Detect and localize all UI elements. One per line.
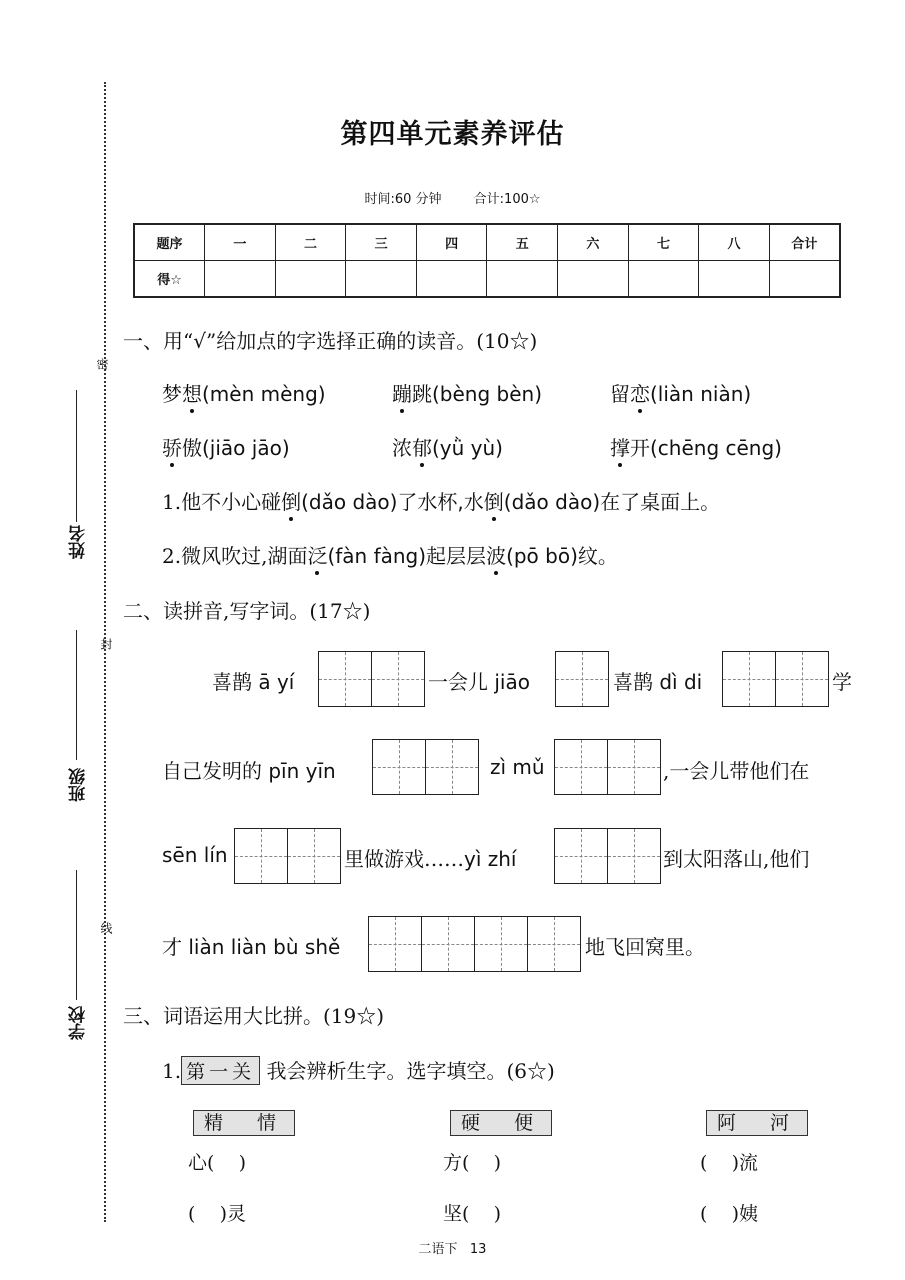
writing-grid[interactable] — [722, 651, 829, 707]
table-cell: 五 — [487, 224, 558, 261]
page-footer: 二语下 13 — [418, 1242, 487, 1257]
fill-blank-item[interactable]: 坚( ) — [443, 1203, 501, 1225]
page-title: 第四单元素养评估 — [340, 119, 565, 150]
fill-blank-item[interactable]: ( )灵 — [188, 1203, 246, 1225]
q1-item: 浓郁(yǜ yù) — [392, 432, 503, 461]
score-entry-cell[interactable] — [275, 261, 346, 298]
section-1-heading: 一、用“√”给加点的字选择正确的读音。(10☆) — [123, 329, 538, 353]
table-cell: 一 — [205, 224, 276, 261]
q3-subheading: 1. 第一关 我会辨析生字。选字填空。(6☆) — [162, 1055, 555, 1085]
section-3-heading: 三、词语运用大比拼。(19☆) — [123, 1004, 385, 1028]
level-tag: 第一关 — [181, 1056, 260, 1085]
fill-blank-item[interactable]: ( )流 — [700, 1152, 758, 1174]
table-cell: 七 — [628, 224, 699, 261]
score-entry-cell[interactable] — [487, 261, 558, 298]
score-entry-cell[interactable] — [416, 261, 487, 298]
q2-text: 学 — [832, 670, 852, 694]
writing-grid[interactable] — [368, 916, 581, 972]
school-label: 学校 — [69, 1006, 89, 1040]
q2-text: 喜鹊 ā yí — [212, 670, 295, 694]
score-entry-cell[interactable] — [699, 261, 770, 298]
q2-text: zì mǔ — [490, 755, 545, 779]
q2-text: 到太阳落山,他们 — [663, 847, 810, 871]
q2-text: 才 liàn liàn bù shě — [162, 935, 341, 959]
writing-grid[interactable] — [318, 651, 425, 707]
q2-text: 自己发明的 pīn yīn — [162, 759, 336, 783]
score-table — [133, 223, 841, 298]
table-cell: 八 — [699, 224, 770, 261]
q2-text: sēn lín — [162, 843, 228, 867]
name-field[interactable] — [52, 390, 92, 575]
writing-grid[interactable] — [372, 739, 479, 795]
cut-mark-2: 封 — [99, 638, 113, 650]
q1-sentence-2: 2.微风吹过,湖面泛(fàn fàng)起层层波(pō bō)纹。 — [162, 540, 618, 569]
writing-grid[interactable] — [554, 828, 661, 884]
q1-item: 留恋(liàn niàn) — [610, 378, 751, 407]
q2-text: 地飞回窝里。 — [585, 935, 705, 959]
section-2-heading: 二、读拼音,写字词。(17☆) — [123, 599, 371, 623]
writing-grid[interactable] — [554, 739, 661, 795]
score-entry-cell[interactable] — [628, 261, 699, 298]
choice-box-1: 精 情 — [193, 1110, 295, 1136]
q1-item: 撑开(chēng cēng) — [610, 432, 782, 461]
table-cell: 三 — [346, 224, 417, 261]
q1-item: 蹦跳(bèng bèn) — [392, 378, 542, 407]
table-cell: 四 — [416, 224, 487, 261]
score-entry-cell[interactable] — [346, 261, 417, 298]
score-table-score-row — [134, 261, 840, 298]
fill-blank-item[interactable]: ( )姨 — [700, 1203, 758, 1225]
score-table-header-row — [134, 224, 840, 261]
score-entry-cell[interactable] — [205, 261, 276, 298]
class-field[interactable] — [52, 630, 92, 815]
table-cell: 合计 — [769, 224, 840, 261]
binding-dotted-line — [104, 82, 106, 1222]
table-cell: 得☆ — [134, 261, 205, 298]
cut-mark-1: 密 — [95, 358, 109, 370]
choice-box-2: 硬 便 — [450, 1110, 552, 1136]
fill-blank-item[interactable]: 方( ) — [443, 1152, 501, 1174]
school-field[interactable] — [52, 870, 92, 1055]
total-score: 合计:100☆ — [473, 192, 541, 207]
q2-text: 喜鹊 dì di — [613, 670, 703, 694]
table-cell: 六 — [558, 224, 629, 261]
class-label: 班级 — [69, 768, 89, 802]
q2-text: 里做游戏……yì zhí — [344, 847, 517, 871]
choice-box-3: 阿 河 — [706, 1110, 808, 1136]
table-cell: 题序 — [134, 224, 205, 261]
fill-blank-item[interactable]: 心( ) — [188, 1152, 246, 1174]
q2-text: 一会儿 jiāo — [428, 670, 530, 694]
writing-grid[interactable] — [555, 651, 609, 707]
time-limit: 时间:60 分钟 — [364, 192, 442, 207]
q1-item: 骄傲(jiāo jāo) — [162, 432, 290, 461]
score-entry-cell[interactable] — [558, 261, 629, 298]
q1-sentence-1: 1.他不小心碰倒(dǎo dào)了水杯,水倒(dǎo dào)在了桌面上。 — [162, 486, 720, 515]
writing-grid[interactable] — [234, 828, 341, 884]
q2-text: ,一会儿带他们在 — [663, 759, 810, 783]
exam-info — [0, 188, 905, 207]
q1-item: 梦想(mèn mèng) — [162, 378, 326, 407]
table-cell: 二 — [275, 224, 346, 261]
score-entry-cell[interactable] — [769, 261, 840, 298]
name-label: 姓名 — [69, 525, 89, 559]
cut-mark-3: 线 — [99, 922, 113, 934]
